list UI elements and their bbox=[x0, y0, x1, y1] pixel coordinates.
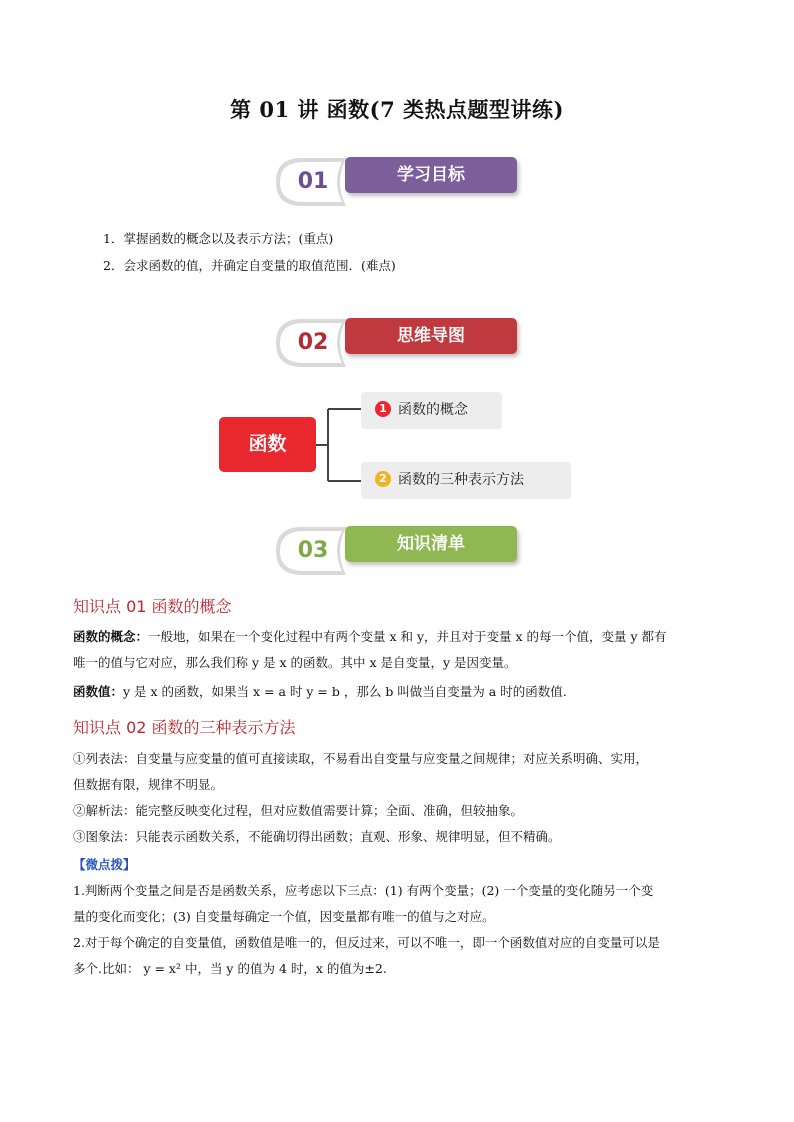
concept-text: 唯一的值与它对应，那么我们称 y 是 x 的函数。其中 x 是自变量，y 是因变量。 bbox=[73, 655, 517, 670]
concept-text: 一般地，如果在一个变化过程中有两个变量 x 和 y，并且对于变量 x 的每一个值，变量 y 都有 bbox=[148, 629, 667, 644]
representation-item: ②解析法：能完整反映变化过程，但对应数值需要计算；全面、准确，但较抽象。 bbox=[73, 803, 524, 818]
section-banner-goals bbox=[272, 152, 552, 212]
page-title: 第 01 讲 函数(7 类热点题型讲练) bbox=[230, 97, 564, 122]
tip-text: 多个.比如： y = x² 中，当 y 的值为 4 时，x 的值为±2. bbox=[73, 961, 387, 976]
knowledge-point-heading: 知识点 02 函数的三种表示方法 bbox=[73, 718, 296, 737]
goal-item: 2．会求函数的值，并确定自变量的取值范围．(难点) bbox=[103, 258, 396, 273]
section-number-badge bbox=[272, 521, 354, 581]
section-label: 知识清单 bbox=[345, 526, 517, 562]
mindmap-node-label: 函数的三种表示方法 bbox=[398, 472, 524, 488]
section-banner-mindmap bbox=[272, 313, 552, 373]
representation-item: ①列表法：自变量与应变量的值可直接读取，不易看出自变量与应变量之间规律；对应关系明确、实用， bbox=[73, 751, 649, 766]
section-banner-knowledge bbox=[272, 521, 552, 581]
representation-list bbox=[73, 746, 723, 850]
mindmap-node-concept bbox=[361, 392, 502, 429]
mindmap-node-representation bbox=[361, 462, 571, 499]
concept-paragraph bbox=[73, 624, 723, 676]
section-number: 02 bbox=[297, 330, 329, 355]
mindmap-root: 函数 bbox=[219, 417, 316, 472]
representation-item: 但数据有限，规律不明显。 bbox=[73, 777, 224, 792]
number-one-badge-icon: 1 bbox=[375, 401, 391, 417]
function-value-paragraph bbox=[73, 679, 723, 705]
knowledge-point-heading: 知识点 01 函数的概念 bbox=[73, 597, 232, 616]
concept-label: 函数的概念： bbox=[73, 629, 149, 644]
tip-text: 1.判断两个变量之间是否是函数关系，应考虑以下三点：(1) 有两个变量；(2) 一个变量的变化随另一个变 bbox=[73, 883, 654, 898]
tip-text: 量的变化而变化；(3) 自变量每确定一个值，因变量都有唯一的值与之对应。 bbox=[73, 909, 495, 924]
function-value-text: y 是 x 的函数，如果当 x = a 时 y = b ，那么 b 叫做当自变量为 a 时的函数值. bbox=[123, 684, 567, 699]
tips-block bbox=[73, 852, 723, 982]
section-number: 01 bbox=[297, 169, 329, 194]
section-number-badge bbox=[272, 152, 354, 212]
number-two-badge-icon: 2 bbox=[375, 471, 391, 487]
section-label: 学习目标 bbox=[345, 157, 517, 193]
section-number-badge bbox=[272, 313, 354, 373]
tips-label: 【微点拨】 bbox=[73, 857, 136, 872]
tip-text: 2.对于每个确定的自变量值，函数值是唯一的，但反过来，可以不唯一，即一个函数值对应的自变量可以是 bbox=[73, 935, 660, 950]
function-value-label: 函数值： bbox=[73, 684, 124, 699]
goal-item: 1．掌握函数的概念以及表示方法；(重点) bbox=[103, 231, 334, 246]
section-number: 03 bbox=[297, 538, 329, 563]
mindmap-node-label: 函数的概念 bbox=[398, 402, 468, 418]
representation-item: ③图象法：只能表示函数关系，不能确切得出函数；直观、形象、规律明显，但不精确。 bbox=[73, 829, 561, 844]
section-label: 思维导图 bbox=[345, 318, 517, 354]
